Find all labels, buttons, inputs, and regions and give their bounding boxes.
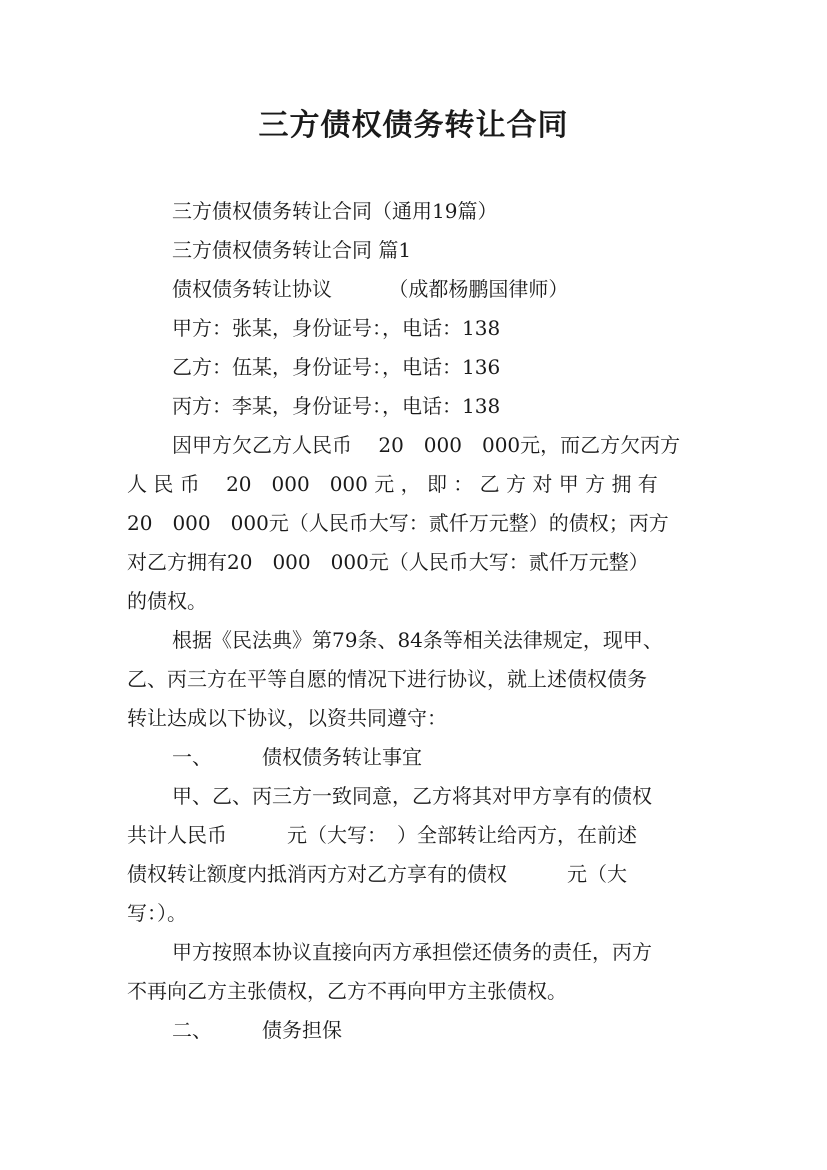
paragraph-line: 共计人民币 元（大写： ）全部转让给丙方，在前述	[127, 823, 637, 847]
party-a-line: 甲方：张某，身份证号：，电话：138	[172, 316, 501, 340]
subtitle-line: 三方债权债务转让合同（通用19篇）	[172, 199, 498, 223]
paragraph-line: 对乙方拥有20 000 000元（人民币大写：贰仟万元整）	[127, 550, 649, 574]
party-c-line: 丙方：李某，身份证号：，电话：138	[172, 394, 501, 418]
paragraph-line: 转让达成以下协议，以资共同遵守：	[127, 706, 447, 730]
section-heading: 三方债权债务转让合同 篇1	[172, 238, 412, 262]
clause-heading: 二、 债务担保	[172, 1018, 342, 1042]
agreement-heading: 债权债务转让协议 （成都杨鹏国律师）	[172, 277, 569, 301]
document-title: 三方债权债务转让合同	[258, 108, 569, 143]
paragraph-line: 甲方按照本协议直接向丙方承担偿还债务的责任，丙方	[172, 940, 652, 964]
paragraph-line: 因甲方欠乙方人民币 20 000 000元，而乙方欠丙方	[172, 433, 681, 457]
paragraph-line: 20 000 000元（人民币大写：贰仟万元整）的债权；丙方	[127, 511, 669, 535]
paragraph-line: 乙、丙三方在平等自愿的情况下进行协议，就上述债权债务	[127, 667, 647, 691]
paragraph-line: 写：）。	[127, 901, 187, 925]
paragraph-line: 甲、乙、丙三方一致同意，乙方将其对甲方享有的债权	[172, 784, 652, 808]
paragraph-line: 不再向乙方主张债权，乙方不再向甲方主张债权。	[127, 979, 567, 1003]
paragraph-line: 的债权。	[127, 589, 207, 613]
party-b-line: 乙方：伍某，身份证号：，电话：136	[172, 355, 501, 379]
paragraph-line: 债权转让额度内抵消丙方对乙方享有的债权 元（大	[127, 862, 627, 886]
paragraph-line: 人 民 币 20 000 000 元 ， 即 ： 乙 方 对 甲 方 拥 有	[127, 472, 658, 496]
paragraph-line: 根据《民法典》第79条、84条等相关法律规定，现甲、	[172, 628, 663, 652]
clause-heading: 一、 债权债务转让事宜	[172, 745, 422, 769]
